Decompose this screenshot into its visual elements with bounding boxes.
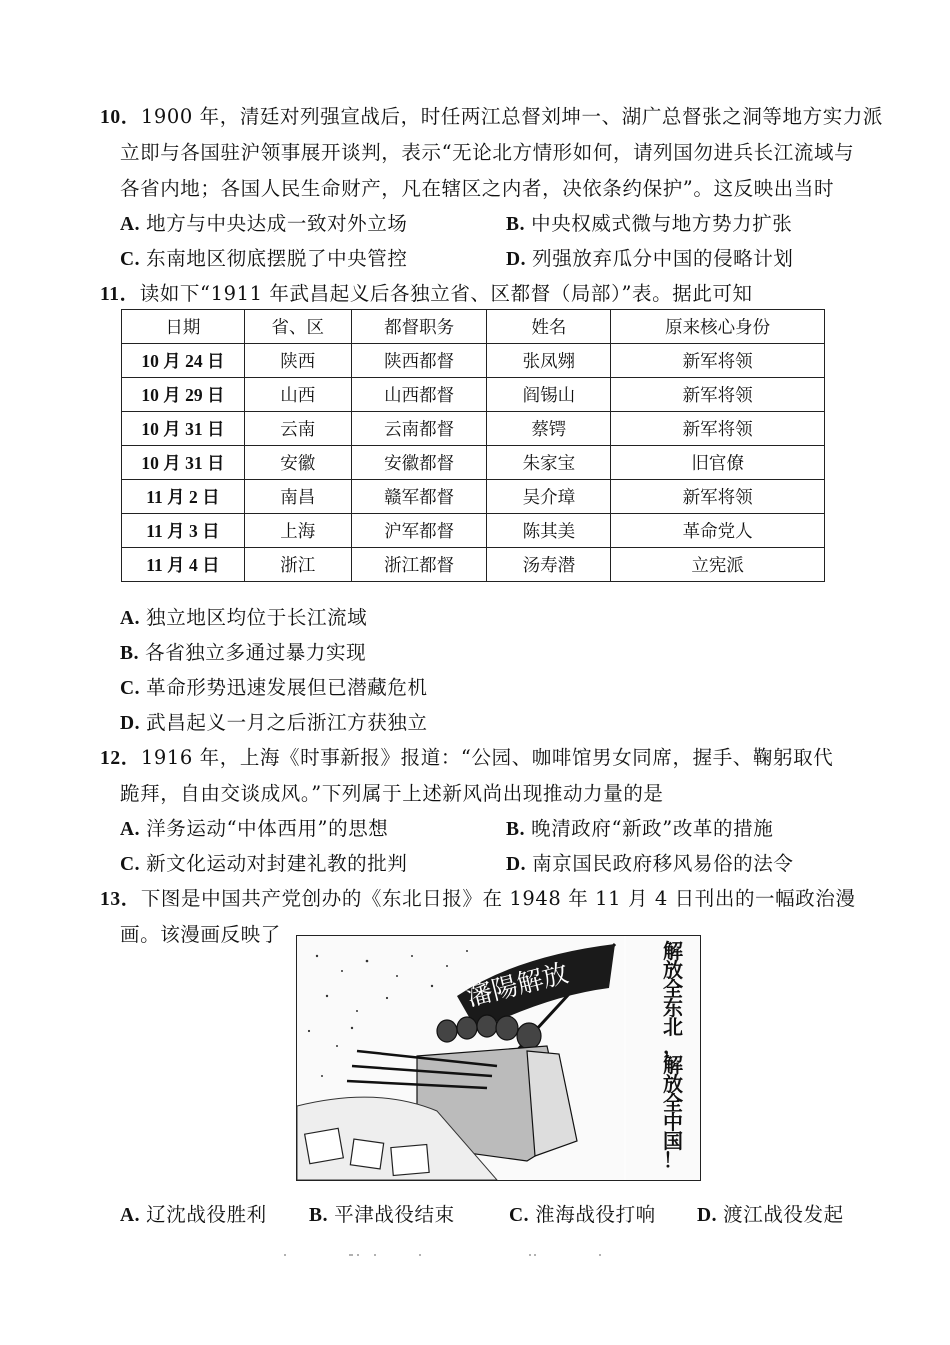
q13-option-d[interactable]: D. 渡江战役发起 xyxy=(697,1203,844,1226)
q12-option-d[interactable]: D. 南京国民政府移风易俗的法令 xyxy=(506,852,794,875)
q13-stem-1: 下图是中国共产党创办的《东北日报》在 1948 年 11 月 4 日刊出的一幅政治漫 xyxy=(140,887,856,910)
cell-post: 云南都督 xyxy=(351,412,487,446)
q11-number: 11． xyxy=(100,284,140,305)
q12-option-a[interactable]: A. 洋务运动“中体西用”的思想 xyxy=(120,817,389,840)
cell-post: 沪军都督 xyxy=(351,514,487,548)
cell-identity: 新军将领 xyxy=(611,412,825,446)
cartoon-drawing xyxy=(297,936,700,1180)
cell-identity: 新军将领 xyxy=(611,378,825,412)
q10-stem-1: 1900 年，清廷对列强宣战后，时任两江总督刘坤一、湖广总督张之洞等地方实力派 xyxy=(140,105,884,128)
q11-stem: 读如下“1911 年武昌起义后各独立省、区都督（局部）”表。据此可知 xyxy=(139,282,753,305)
q12-number: 12． xyxy=(100,748,141,769)
cell-identity: 革命党人 xyxy=(611,514,825,548)
cell-date: 11 月 2 日 xyxy=(122,480,245,514)
cell-identity: 新军将领 xyxy=(611,344,825,378)
cell-date: 11 月 3 日 xyxy=(122,514,245,548)
cell-province: 安徽 xyxy=(244,446,351,480)
q12-line-1 xyxy=(100,744,833,773)
cell-name: 张凤翙 xyxy=(487,344,611,378)
cell-identity: 旧官僚 xyxy=(611,446,825,480)
cell-name: 吴介璋 xyxy=(487,480,611,514)
header-identity: 原来核心身份 xyxy=(611,310,825,344)
q12-stem-2: 跪拜，自由交谈成风。”下列属于上述新风尚出现推动力量的是 xyxy=(120,782,664,805)
q11-line-1 xyxy=(100,280,753,309)
q13-stem-2: 画。该漫画反映了 xyxy=(120,923,281,946)
cell-province: 云南 xyxy=(244,412,351,446)
table-row xyxy=(122,344,825,378)
cell-name: 蔡锷 xyxy=(487,412,611,446)
q12-option-b[interactable]: B. 晚清政府“新政”改革的措施 xyxy=(506,817,774,840)
table-row xyxy=(122,548,825,582)
cell-post: 浙江都督 xyxy=(351,548,487,582)
cell-name: 陈其美 xyxy=(487,514,611,548)
cell-date: 11 月 4 日 xyxy=(122,548,245,582)
flag-text: 瀋陽解放 xyxy=(463,958,572,1013)
cell-province: 陕西 xyxy=(244,344,351,378)
q13-option-a[interactable]: A. 辽沈战役胜利 xyxy=(120,1203,267,1226)
cell-name: 朱家宝 xyxy=(487,446,611,480)
q10-stem-2: 立即与各国驻沪领事展开谈判，表示“无论北方情形如何，请列国勿进兵长江流域与 xyxy=(120,141,855,164)
cell-name: 阎锡山 xyxy=(487,378,611,412)
governors-table xyxy=(121,309,825,582)
q10-option-b[interactable]: B. 中央权威式微与地方势力扩张 xyxy=(506,212,793,235)
q10-option-a[interactable]: A. 地方与中央达成一致对外立场 xyxy=(120,212,408,235)
table-row xyxy=(122,480,825,514)
header-date: 日期 xyxy=(122,310,245,344)
cell-post: 安徽都督 xyxy=(351,446,487,480)
cell-province: 上海 xyxy=(244,514,351,548)
cell-date: 10 月 31 日 xyxy=(122,412,245,446)
q13-option-b[interactable]: B. 平津战役结束 xyxy=(309,1203,455,1226)
cell-province: 山西 xyxy=(244,378,351,412)
q10-line-1 xyxy=(100,103,883,132)
q10-option-c[interactable]: C. 东南地区彻底摆脱了中央管控 xyxy=(120,247,408,270)
table-row xyxy=(122,514,825,548)
cell-post: 山西都督 xyxy=(351,378,487,412)
cell-identity: 立宪派 xyxy=(611,548,825,582)
political-cartoon xyxy=(296,935,701,1181)
cartoon-slogan: 解 放 全 东 北 ， 解 放 全 中 国 ！ xyxy=(663,939,683,1172)
q12-stem-1: 1916 年，上海《时事新报》报道：“公园、咖啡馆男女同席，握手、鞠躬取代 xyxy=(140,746,834,769)
q12-option-c[interactable]: C. 新文化运动对封建礼教的批判 xyxy=(120,852,408,875)
q10-option-d[interactable]: D. 列强放弃瓜分中国的侵略计划 xyxy=(506,247,794,270)
cell-name: 汤寿潜 xyxy=(487,548,611,582)
scan-artifact xyxy=(280,1252,640,1258)
q11-option-c[interactable]: C. 革命形势迅速发展但已潜藏危机 xyxy=(120,676,428,699)
table-row xyxy=(122,378,825,412)
q13-option-c[interactable]: C. 淮海战役打响 xyxy=(509,1203,656,1226)
header-name: 姓名 xyxy=(487,310,611,344)
table-header-row xyxy=(122,310,825,344)
q10-number: 10． xyxy=(100,107,141,128)
header-province: 省、区 xyxy=(244,310,351,344)
table-row xyxy=(122,412,825,446)
cell-identity: 新军将领 xyxy=(611,480,825,514)
cell-date: 10 月 24 日 xyxy=(122,344,245,378)
q13-number: 13． xyxy=(100,889,141,910)
cell-province: 浙江 xyxy=(244,548,351,582)
cell-post: 陕西都督 xyxy=(351,344,487,378)
q11-option-b[interactable]: B. 各省独立多通过暴力实现 xyxy=(120,641,367,664)
cell-date: 10 月 29 日 xyxy=(122,378,245,412)
cell-post: 赣军都督 xyxy=(351,480,487,514)
header-post: 都督职务 xyxy=(351,310,487,344)
table-row xyxy=(122,446,825,480)
q11-option-a[interactable]: A. 独立地区均位于长江流域 xyxy=(120,606,368,629)
cell-date: 10 月 31 日 xyxy=(122,446,245,480)
q11-option-d[interactable]: D. 武昌起义一月之后浙江方获独立 xyxy=(120,711,428,734)
q10-stem-3: 各省内地；各国人民生命财产，凡在辖区之内者，决依条约保护”。这反映出当时 xyxy=(120,177,835,200)
cell-province: 南昌 xyxy=(244,480,351,514)
q13-line-1 xyxy=(100,885,856,914)
